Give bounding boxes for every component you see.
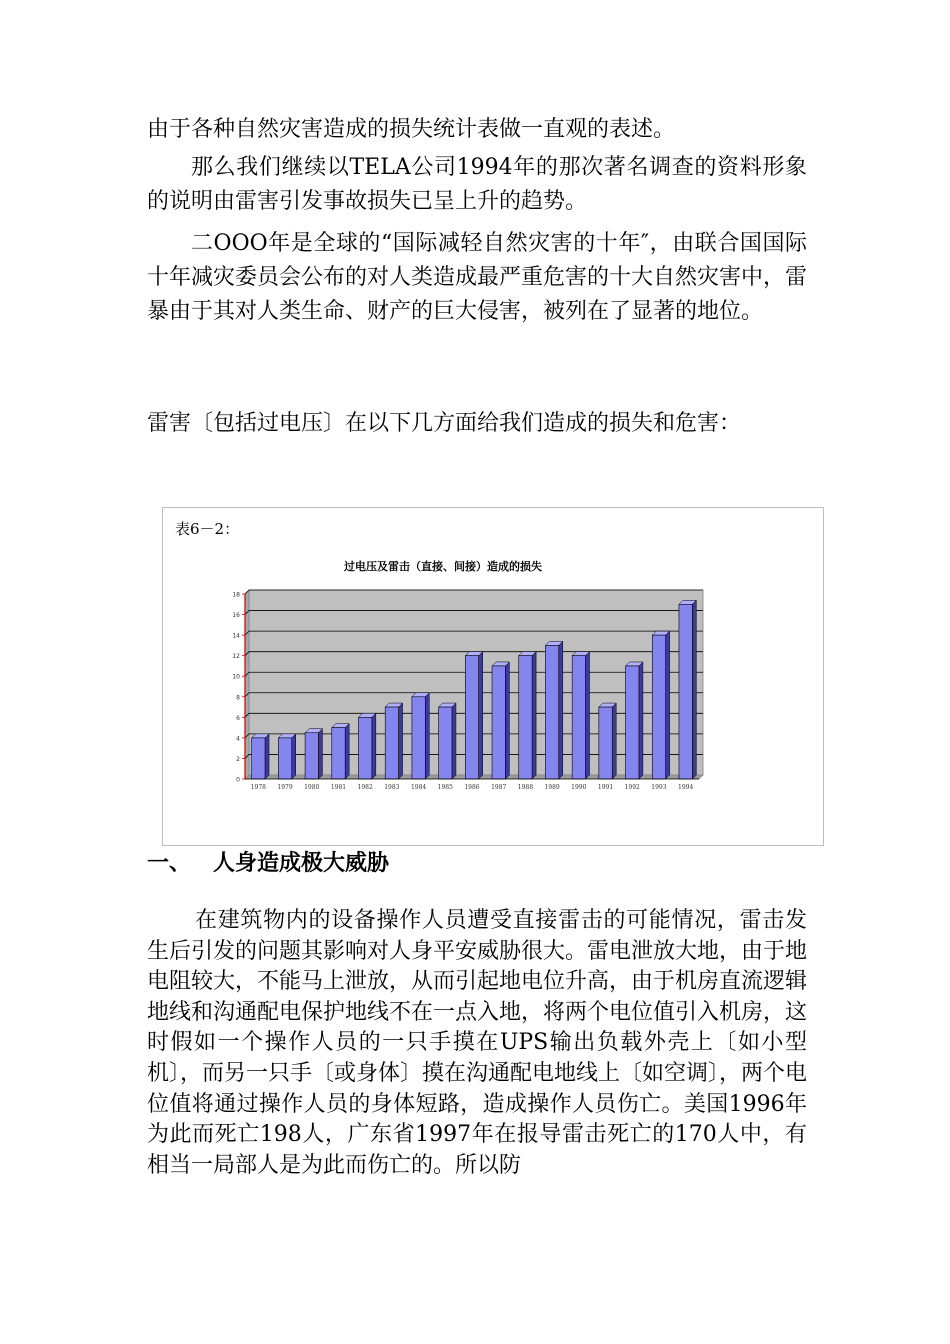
bar: [252, 738, 265, 779]
section-heading: [147, 848, 389, 880]
bar: [572, 656, 585, 779]
paragraph-tela-survey: 那么我们继续以TELA公司1994年的那次著名调查的资料形象的说明由雷害引发事故损失已呈上升的趋势。: [147, 155, 807, 214]
x-tick-label: 1993: [651, 784, 667, 791]
bar: [278, 738, 291, 779]
bar: [332, 728, 345, 779]
x-tick-label: 1984: [410, 784, 427, 791]
bar-side: [452, 703, 456, 779]
bar: [305, 733, 318, 779]
bar: [465, 656, 478, 779]
bar-side: [345, 724, 349, 779]
paragraph-personal-threat: 在建筑物内的设备操作人员遭受直接雷击的可能情况，雷击发生后引发的问题其影响对人身平安威胁很大。雷电泄放大地，由于地电阻较大，不能马上泄放，从而引起地电位升高，由于机房直流逻辑地线和沟通配电保护地线不在一点入地，将两个电位值引入机房，这时假如一个操作人员的一只手摸在UPS输出负载外壳上〔如小型机〕，而另一只手〔或身体〕摸在沟通配电地线上〔如空调〕，两个电位值将通过操作人员的身体短路，造成操作人员伤亡。美国1996年为此而死亡198人，广东省1997年在报导雷击死亡的170人中，有相当一局部人是为此而伤亡的。所以防: [147, 908, 808, 1178]
x-tick-label: 1988: [517, 784, 534, 791]
bar: [439, 707, 452, 779]
y-tick-label: 2: [236, 755, 240, 763]
bar-chart: [163, 508, 823, 845]
bar: [545, 645, 558, 779]
bar-side: [292, 734, 296, 779]
x-tick-label: 1981: [330, 784, 347, 791]
chart-figure: [162, 507, 824, 846]
bar-side: [532, 652, 536, 779]
x-tick-label: 1991: [597, 784, 614, 791]
bar-side: [425, 693, 429, 779]
x-tick-label: 1982: [357, 784, 373, 791]
y-tick-label: 16: [232, 612, 240, 620]
x-tick-label: 1992: [624, 784, 640, 791]
x-tick-label: 1994: [678, 784, 694, 791]
x-tick-label: 1983: [384, 784, 400, 791]
x-tick-label: 1987: [491, 784, 507, 791]
x-tick-label: 1985: [437, 784, 453, 791]
y-tick-label: 18: [232, 591, 240, 599]
bar: [519, 656, 532, 779]
bar: [492, 666, 505, 779]
y-tick-label: 6: [236, 714, 240, 722]
x-tick-label: 1980: [304, 784, 320, 791]
chart-title: 过电压及雷击（直接、间接）造成的损失: [344, 560, 542, 573]
bar: [626, 666, 639, 779]
x-tick-label: 1978: [250, 784, 266, 791]
x-tick-label: 1989: [544, 784, 560, 791]
bar-side: [692, 600, 696, 779]
bar-side: [666, 631, 670, 779]
bar-side: [318, 729, 322, 779]
plot-side-wall: [245, 590, 249, 779]
bar-side: [265, 734, 269, 779]
bar-side: [372, 713, 376, 779]
paragraph-disaster-decade: 二OOO年是全球的“国际减轻自然灾害的十年″，由联合国国际十年减灾委员会公布的对人类造成最严重危害的十大自然灾害中，雷暴由于其对人类生命、财产的巨大侵害，被列在了显著的地位。: [147, 231, 808, 324]
y-tick-label: 4: [236, 735, 240, 743]
x-tick-label: 1979: [277, 784, 293, 791]
section-number: 一、: [147, 851, 192, 876]
bar-side: [612, 703, 616, 779]
y-tick-label: 12: [232, 653, 240, 661]
paragraph-losses-intro: 雷害〔包括过电压〕在以下几方面给我们造成的损失和危害：: [147, 411, 742, 436]
x-tick-label: 1986: [464, 784, 480, 791]
bar-side: [639, 662, 643, 779]
bar: [412, 697, 425, 779]
bar-side: [559, 641, 563, 779]
y-tick-label: 14: [232, 632, 240, 640]
bar-side: [586, 652, 590, 779]
bar-side: [505, 662, 509, 779]
y-tick-label: 0: [236, 776, 240, 784]
bar: [359, 717, 372, 779]
bar: [385, 707, 398, 779]
paragraph-intro: 由于各种自然灾害造成的损失统计表做一直观的表述。: [147, 117, 676, 142]
bar-side: [479, 652, 483, 779]
table-label: 表6－2：: [175, 520, 240, 538]
y-tick-label: 10: [232, 673, 240, 681]
bar-side: [399, 703, 403, 779]
bar: [652, 635, 665, 779]
bar: [679, 604, 692, 779]
y-tick-label: 8: [236, 694, 240, 702]
bar: [599, 707, 612, 779]
section-title: 人身造成极大威胁: [213, 851, 390, 876]
x-tick-label: 1990: [571, 784, 587, 791]
